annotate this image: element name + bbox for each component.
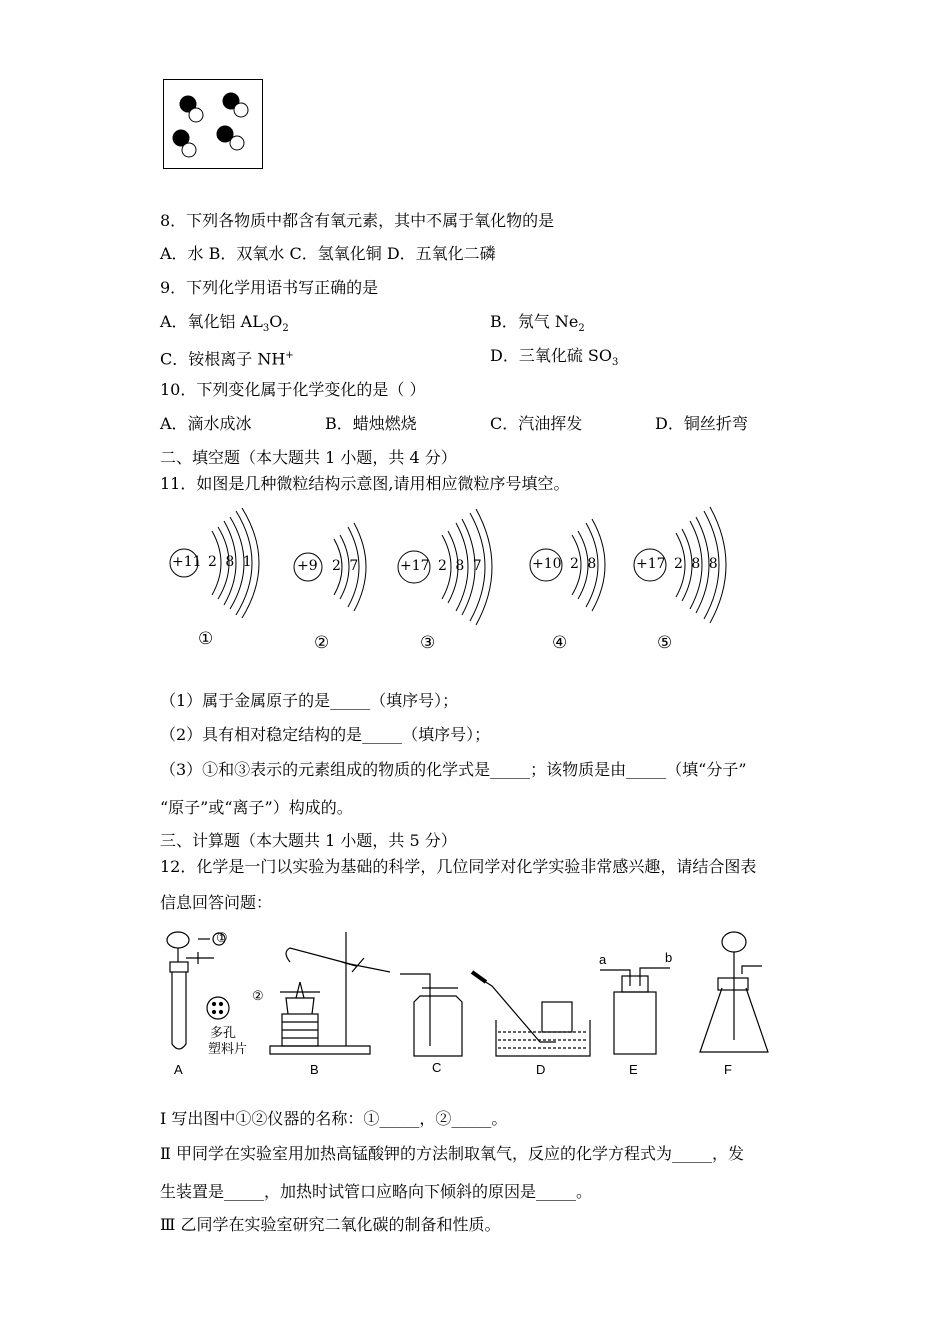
q11-part-2: （2）具有相对稳定结构的是_____（填序号）； — [160, 725, 491, 744]
q9-option-d — [490, 345, 618, 374]
molecule-atom — [189, 108, 203, 122]
nucleus-label: +9 — [297, 558, 318, 574]
q9-b-sub: 2 — [578, 323, 585, 335]
apparatus-d — [472, 972, 590, 1056]
q10-option-d: D．铜丝折弯 — [655, 414, 748, 433]
section-2-heading: 二、填空题（本大题共 1 小题，共 4 分） — [160, 448, 457, 467]
port-a-label: a — [599, 952, 607, 967]
shell-label: 2 8 7 — [438, 558, 484, 574]
marker-2: ② — [252, 988, 264, 1003]
apparatus-label-c: C — [432, 1060, 442, 1075]
nucleus-label: +10 — [532, 556, 562, 572]
molecule-atom — [234, 103, 248, 117]
apparatus-label-d: D — [536, 1062, 546, 1077]
particle-number: ④ — [552, 633, 568, 653]
q9-a-prefix: A．氧化铝 AL — [160, 312, 263, 331]
q9-stem: 9．下列化学用语书写正确的是 — [160, 278, 379, 297]
shell-label: 2 8 8 — [674, 556, 720, 572]
q10-option-b: B．蜡烛燃烧 — [325, 414, 417, 433]
q12-part-ii-2: 生装置是_____，加热时试管口应略向下倾斜的原因是_____。 — [160, 1182, 593, 1201]
particle-number: ② — [314, 633, 330, 653]
molecule-svg — [164, 80, 262, 168]
q10-stem: 10．下列变化属于化学变化的是（ ） — [160, 380, 426, 399]
q12-part-ii-1: Ⅱ 甲同学在实验室用加热高锰酸钾的方法制取氧气，反应的化学方程式为_____，发 — [160, 1144, 744, 1163]
q12-part-iii: Ⅲ 乙同学在实验室研究二氧化碳的制备和性质。 — [160, 1215, 501, 1234]
marker-1: ① — [216, 930, 228, 945]
q8-options: A．水 B．双氧水 C．氢氧化铜 D．五氧化二磷 — [160, 244, 496, 263]
apparatus-f — [700, 932, 768, 1052]
q10-option-a: A．滴水成冰 — [160, 414, 252, 433]
q9-c-sup: + — [285, 350, 294, 361]
apparatus-label-b: B — [310, 1062, 319, 1077]
q12-part-i: Ⅰ 写出图中①②仪器的名称：①_____，②_____。 — [160, 1109, 508, 1128]
q9-option-a — [160, 311, 289, 340]
shell-label: 2 7 — [332, 558, 361, 574]
q9-d-sub: 3 — [612, 357, 619, 369]
q11-stem: 11．如图是几种微粒结构示意图,请用相应微粒序号填空。 — [160, 474, 570, 493]
particle-number: ① — [198, 629, 214, 649]
q9-a-sub1: 3 — [262, 323, 270, 335]
q11-part-1: （1）属于金属原子的是_____（填序号）； — [160, 691, 459, 710]
molecule-diagram — [163, 79, 263, 169]
q12-stem-2: 信息回答问题： — [160, 893, 273, 912]
plate-label-2: 塑料片 — [208, 1041, 248, 1056]
q9-a-sub2: 2 — [282, 323, 289, 335]
plate-label-1: 多孔 — [210, 1025, 237, 1040]
q9-b-prefix: B．氖气 Ne — [490, 312, 579, 331]
apparatus-label-a: A — [174, 1062, 183, 1077]
q9-option-b — [490, 311, 585, 340]
apparatus-label-f: F — [724, 1062, 732, 1077]
q11-part-3-cont: “原子”或“离子”）构成的。 — [160, 798, 353, 817]
shell-label: 2 8 — [570, 556, 599, 572]
port-b-label: b — [665, 950, 673, 965]
atom-structure-diagrams — [160, 505, 760, 665]
apparatus-figure — [160, 922, 780, 1082]
apparatus-label-e: E — [629, 1062, 638, 1077]
q10-option-c: C．汽油挥发 — [490, 414, 583, 433]
q9-d-prefix: D．三氧化硫 SO — [490, 346, 612, 365]
shell-label: 2 8 1 — [208, 554, 254, 570]
q8-stem: 8．下列各物质中都含有氧元素，其中不属于氧化物的是 — [160, 211, 555, 230]
nucleus-label: +11 — [172, 554, 202, 570]
q9-option-c — [160, 345, 294, 370]
section-3-heading: 三、计算题（本大题共 1 小题，共 5 分） — [160, 831, 457, 850]
apparatus-e — [600, 968, 670, 1054]
apparatus-c — [400, 974, 462, 1056]
q9-c-prefix: C．铵根离子 NH — [160, 349, 286, 369]
molecule-atom — [230, 136, 244, 150]
q11-part-3: （3）①和③表示的元素组成的物质的化学式是_____；该物质是由_____（填“分子” — [160, 760, 747, 779]
apparatus-b — [270, 932, 390, 1054]
particle-number: ③ — [420, 633, 436, 653]
nucleus-label: +17 — [400, 558, 430, 574]
nucleus-label: +17 — [636, 556, 666, 572]
q9-a-mid: O — [269, 312, 283, 331]
particle-number: ⑤ — [657, 633, 673, 653]
molecule-atom — [182, 143, 196, 157]
q12-stem-1: 12．化学是一门以实验为基础的科学，几位同学对化学实验非常感兴趣，请结合图表 — [160, 857, 757, 876]
